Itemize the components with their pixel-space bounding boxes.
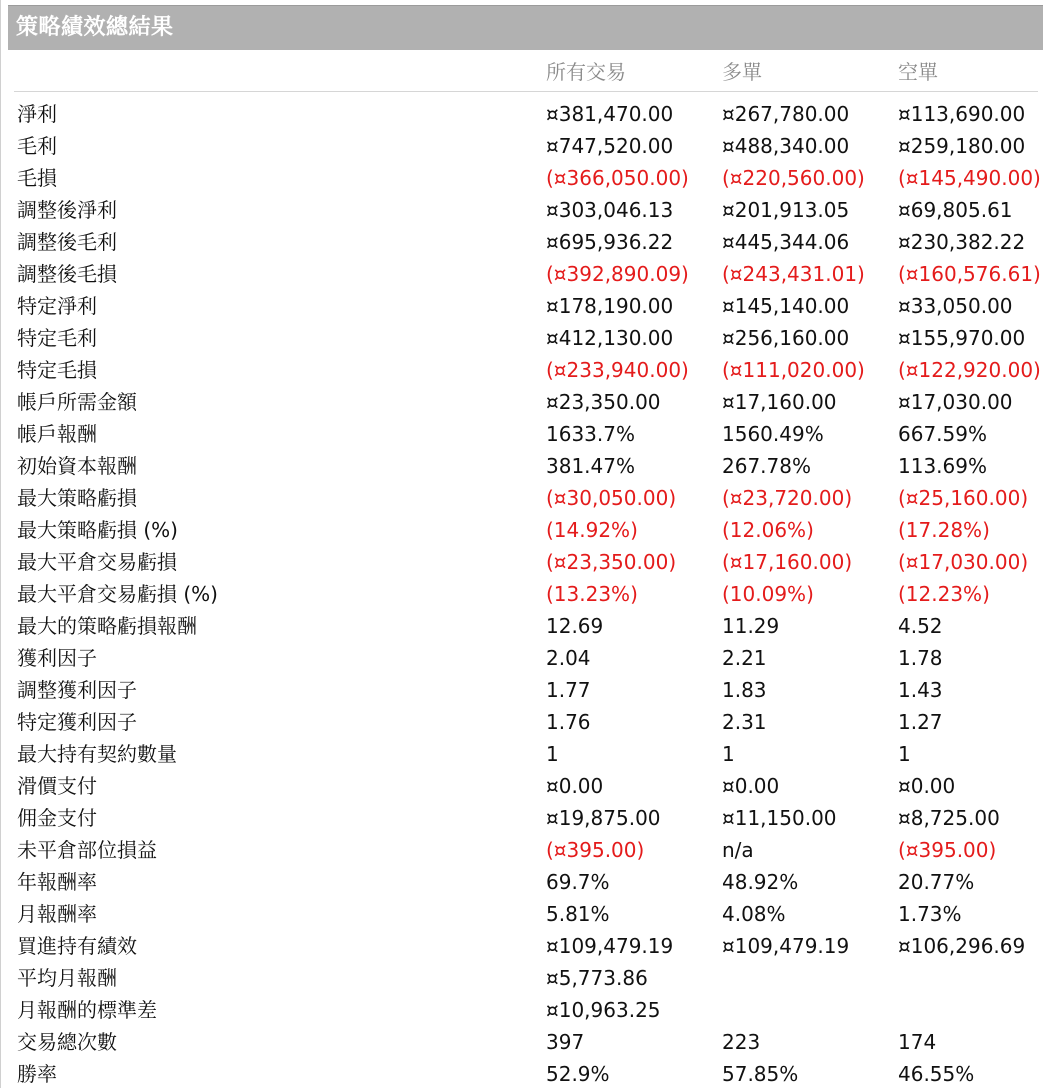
table-row: [1, 706, 1043, 738]
row-label: 毛損: [17, 166, 57, 190]
table-row: [1, 226, 1043, 258]
value-all-trades: (14.92%): [546, 518, 638, 542]
row-label: 最大平倉交易虧損 (%): [17, 582, 218, 606]
value-short: (17.28%): [898, 518, 990, 542]
value-short: 4.52: [898, 614, 943, 638]
table-row: [1, 514, 1043, 546]
table-row: [1, 578, 1043, 610]
value-all-trades: ¤178,190.00: [546, 294, 674, 318]
row-label: 滑價支付: [17, 774, 97, 798]
value-all-trades: ¤109,479.19: [546, 934, 674, 958]
value-short: 46.55%: [898, 1062, 975, 1086]
table-row: [1, 898, 1043, 930]
value-long: ¤109,479.19: [722, 934, 850, 958]
row-label: 佣金支付: [17, 806, 97, 830]
value-short: ¤69,805.61: [898, 198, 1013, 222]
value-all-trades: 1.77: [546, 678, 591, 702]
table-row: [1, 610, 1043, 642]
value-all-trades: ¤747,520.00: [546, 134, 674, 158]
row-label: 帳戶報酬: [17, 422, 97, 446]
value-long: (¤243,431.01): [722, 262, 865, 286]
table-row: [1, 130, 1043, 162]
value-short: (¤395.00): [898, 838, 997, 862]
value-short: ¤230,382.22: [898, 230, 1026, 254]
value-long: 1.83: [722, 678, 767, 702]
table-row: [1, 450, 1043, 482]
value-short: ¤33,050.00: [898, 294, 1013, 318]
row-label: 調整後毛利: [17, 230, 117, 254]
row-label: 最大平倉交易虧損: [17, 550, 177, 574]
table-row: [1, 802, 1043, 834]
value-all-trades: ¤10,963.25: [546, 998, 661, 1022]
table-row: [1, 738, 1043, 770]
value-short: 174: [898, 1030, 937, 1054]
value-short: ¤155,970.00: [898, 326, 1026, 350]
value-long: (10.09%): [722, 582, 814, 606]
value-all-trades: (13.23%): [546, 582, 638, 606]
row-label: 調整後毛損: [17, 262, 117, 286]
row-label: 年報酬率: [17, 870, 97, 894]
row-label: 交易總次數: [17, 1030, 117, 1054]
value-all-trades: ¤381,470.00: [546, 102, 674, 126]
table-row: [1, 290, 1043, 322]
value-short: ¤0.00: [898, 774, 956, 798]
value-all-trades: 12.69: [546, 614, 604, 638]
table-row: [1, 994, 1043, 1026]
value-short: 1.43: [898, 678, 943, 702]
row-label: 最大策略虧損: [17, 486, 137, 510]
table-row: [1, 258, 1043, 290]
row-label: 最大策略虧損 (%): [17, 518, 178, 542]
row-label: 最大的策略虧損報酬: [17, 614, 197, 638]
value-short: (¤122,920.00): [898, 358, 1041, 382]
value-long: ¤0.00: [722, 774, 780, 798]
table-row: [1, 1026, 1043, 1058]
value-all-trades: (¤366,050.00): [546, 166, 689, 190]
value-long: ¤445,344.06: [722, 230, 850, 254]
value-all-trades: ¤303,046.13: [546, 198, 674, 222]
value-short: (¤25,160.00): [898, 486, 1029, 510]
value-all-trades: (¤395.00): [546, 838, 645, 862]
table-row: [1, 98, 1043, 130]
table-row: [1, 930, 1043, 962]
value-long: n/a: [722, 838, 754, 862]
value-all-trades: (¤23,350.00): [546, 550, 677, 574]
table-row: [1, 194, 1043, 226]
table-row: [1, 834, 1043, 866]
value-short: 667.59%: [898, 422, 987, 446]
value-long: (¤17,160.00): [722, 550, 853, 574]
value-long: 223: [722, 1030, 761, 1054]
table-row: [1, 482, 1043, 514]
row-label: 特定毛損: [17, 358, 97, 382]
table-row: [1, 770, 1043, 802]
value-short: ¤259,180.00: [898, 134, 1026, 158]
table-row: [1, 962, 1043, 994]
value-long: 1560.49%: [722, 422, 824, 446]
table-row: [1, 418, 1043, 450]
value-all-trades: (¤392,890.09): [546, 262, 689, 286]
row-label: 最大持有契約數量: [17, 742, 177, 766]
value-long: ¤11,150.00: [722, 806, 837, 830]
column-header-short: 空單: [898, 60, 938, 84]
value-all-trades: 2.04: [546, 646, 591, 670]
value-short: (¤145,490.00): [898, 166, 1041, 190]
value-short: 1.73%: [898, 902, 962, 926]
value-long: (¤23,720.00): [722, 486, 853, 510]
value-long: ¤17,160.00: [722, 390, 837, 414]
row-label: 特定淨利: [17, 294, 97, 318]
value-long: (¤111,020.00): [722, 358, 865, 382]
value-short: 113.69%: [898, 454, 987, 478]
value-short: ¤17,030.00: [898, 390, 1013, 414]
header-divider: [14, 91, 1038, 92]
row-label: 月報酬的標準差: [17, 998, 157, 1022]
value-all-trades: 397: [546, 1030, 585, 1054]
value-all-trades: ¤412,130.00: [546, 326, 674, 350]
value-long: ¤145,140.00: [722, 294, 850, 318]
row-label: 調整獲利因子: [17, 678, 137, 702]
window-title: 策略績效總結果: [16, 15, 174, 40]
value-all-trades: 381.47%: [546, 454, 635, 478]
value-short: 1: [898, 742, 911, 766]
row-label: 帳戶所需金額: [17, 390, 137, 414]
value-all-trades: ¤5,773.86: [546, 966, 648, 990]
row-label: 淨利: [17, 102, 57, 126]
value-long: (¤220,560.00): [722, 166, 865, 190]
value-all-trades: 1: [546, 742, 559, 766]
table-row: [1, 546, 1043, 578]
value-long: 267.78%: [722, 454, 811, 478]
value-all-trades: (¤233,940.00): [546, 358, 689, 382]
row-label: 買進持有績效: [17, 934, 137, 958]
row-label: 毛利: [17, 134, 57, 158]
table-row: [1, 162, 1043, 194]
value-short: 20.77%: [898, 870, 975, 894]
row-label: 初始資本報酬: [17, 454, 137, 478]
value-all-trades: ¤695,936.22: [546, 230, 674, 254]
value-long: 2.21: [722, 646, 767, 670]
value-short: (¤17,030.00): [898, 550, 1029, 574]
row-label: 調整後淨利: [17, 198, 117, 222]
column-header-all-trades: 所有交易: [546, 60, 626, 84]
value-short: 1.27: [898, 710, 943, 734]
value-short: ¤8,725.00: [898, 806, 1000, 830]
title-bar: [8, 5, 1043, 50]
value-short: (¤160,576.61): [898, 262, 1041, 286]
table-row: [1, 866, 1043, 898]
row-label: 平均月報酬: [17, 966, 117, 990]
table-row: [1, 386, 1043, 418]
row-label: 特定毛利: [17, 326, 97, 350]
row-label: 未平倉部位損益: [17, 838, 157, 862]
value-long: ¤201,913.05: [722, 198, 850, 222]
table-row: [1, 674, 1043, 706]
value-all-trades: ¤23,350.00: [546, 390, 661, 414]
value-long: ¤256,160.00: [722, 326, 850, 350]
table-row: [1, 642, 1043, 674]
table-row: [1, 354, 1043, 386]
value-short: (12.23%): [898, 582, 990, 606]
row-label: 特定獲利因子: [17, 710, 137, 734]
value-long: 48.92%: [722, 870, 799, 894]
table-row: [1, 322, 1043, 354]
row-label: 月報酬率: [17, 902, 97, 926]
value-all-trades: 5.81%: [546, 902, 610, 926]
column-header-long: 多單: [722, 60, 762, 84]
value-long: 11.29: [722, 614, 780, 638]
value-long: 2.31: [722, 710, 767, 734]
value-all-trades: 1.76: [546, 710, 591, 734]
value-long: ¤488,340.00: [722, 134, 850, 158]
value-all-trades: ¤0.00: [546, 774, 604, 798]
value-long: 1: [722, 742, 735, 766]
value-long: ¤267,780.00: [722, 102, 850, 126]
value-short: ¤113,690.00: [898, 102, 1026, 126]
performance-table: [1, 98, 1043, 1090]
value-all-trades: (¤30,050.00): [546, 486, 677, 510]
value-long: 57.85%: [722, 1062, 799, 1086]
value-all-trades: 52.9%: [546, 1062, 610, 1086]
value-long: (12.06%): [722, 518, 814, 542]
value-all-trades: 1633.7%: [546, 422, 635, 446]
table-row: [1, 1058, 1043, 1090]
value-all-trades: 69.7%: [546, 870, 610, 894]
value-short: 1.78: [898, 646, 943, 670]
value-all-trades: ¤19,875.00: [546, 806, 661, 830]
row-label: 獲利因子: [17, 646, 97, 670]
value-long: 4.08%: [722, 902, 786, 926]
row-label: 勝率: [17, 1062, 57, 1086]
value-short: ¤106,296.69: [898, 934, 1026, 958]
